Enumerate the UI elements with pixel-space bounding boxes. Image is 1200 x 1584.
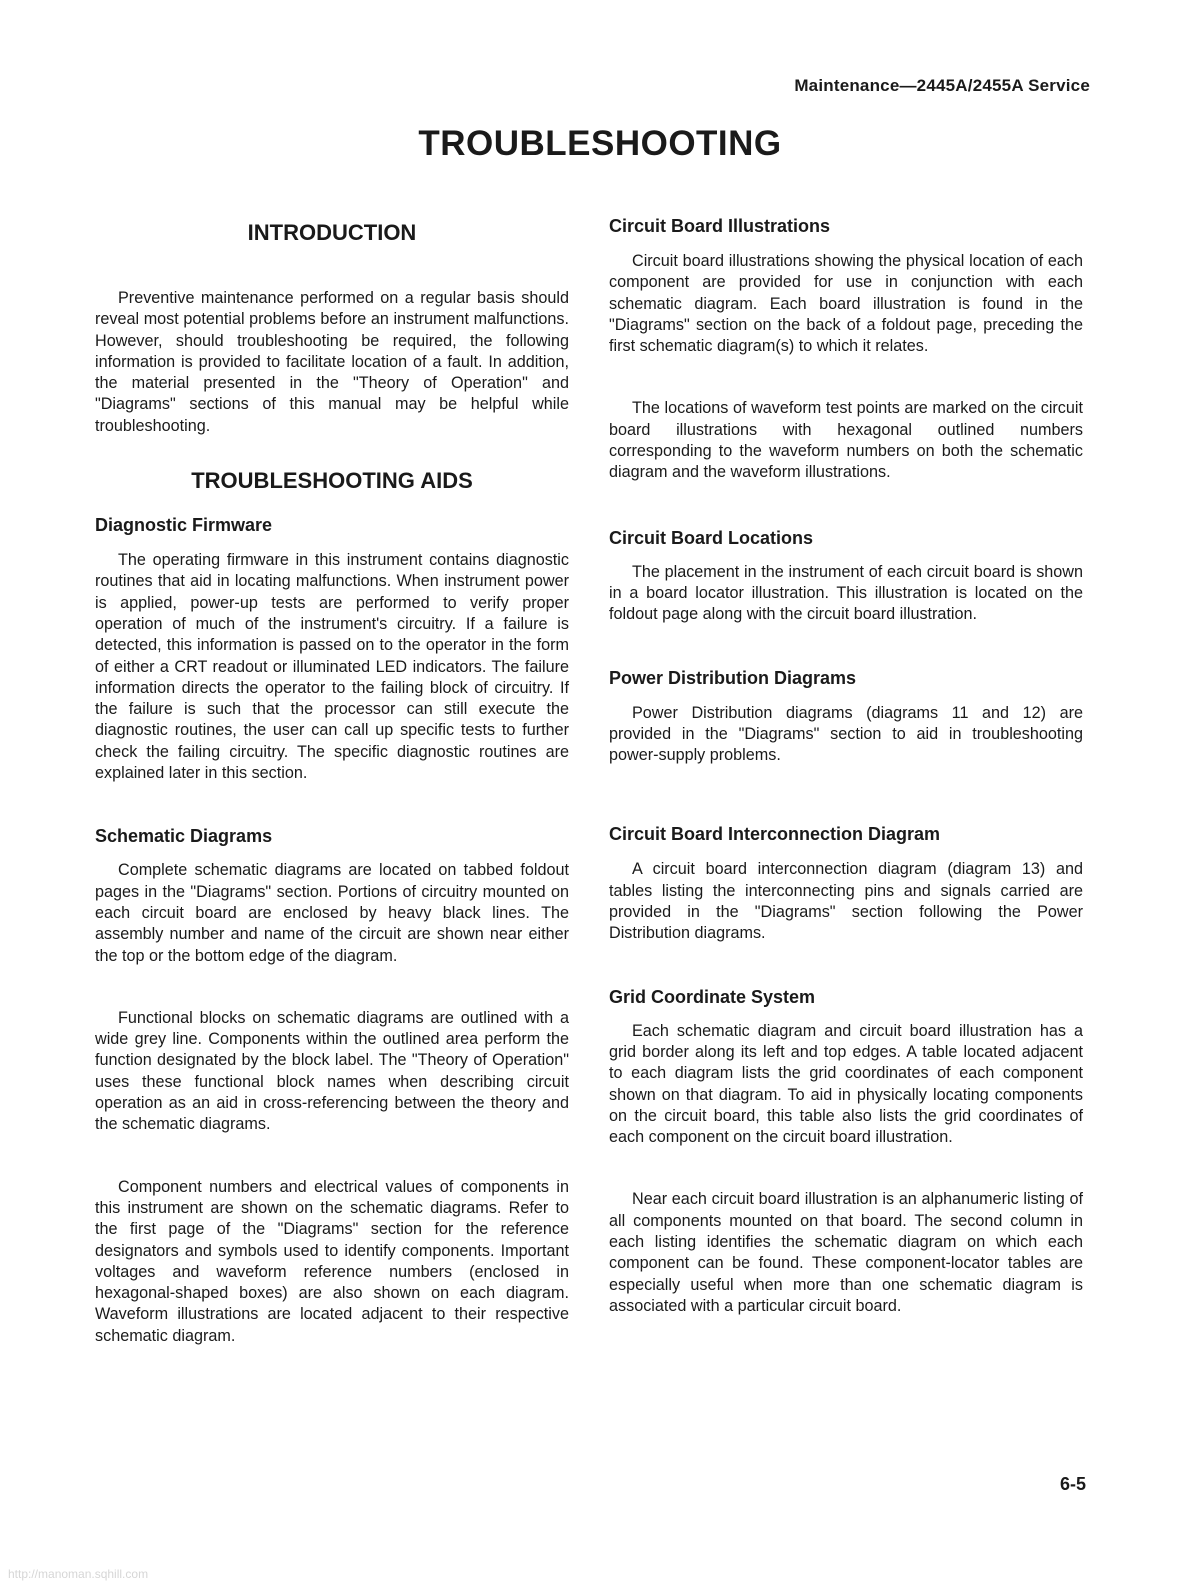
introduction-paragraph: Preventive maintenance performed on a regular basis should reveal most potential problems before an instrument malfunctions. However, should troubleshooting be required, the following information is provided to facilitate location of a fault. In addition, the material presented in the "Theory of Operation" and "Diagrams" sections of this manual may be helpful while troubleshooting. (95, 289, 569, 435)
power-distribution-heading: Power Distribution Diagrams (609, 667, 857, 688)
troubleshooting-aids-heading: TROUBLESHOOTING AIDS (191, 468, 473, 494)
left-column (95, 210, 569, 1347)
circuit-board-locations-heading: Circuit Board Locations (609, 527, 814, 548)
schematic-diagrams-paragraph-1: Complete schematic diagrams are located on tabbed foldout pages in the "Diagrams" section. Portions of circuitry mounted on each circuit board are enclosed by heavy black lines. The assembly number and name of the circuit are shown near either the top or the bottom edge of the diagram. (95, 861, 569, 965)
schematic-diagrams-paragraph-2: Functional blocks on schematic diagrams are outlined with a wide grey line. Components within the outlined area perform the function designated by the block label. The "Theory of Operation" uses these functional block names when describing circuit operation as an aid in cross-referencing between the theory and the schematic diagrams. (95, 1008, 569, 1134)
running-header: Maintenance—2445A/2455A Service (794, 76, 1090, 95)
grid-coordinate-paragraph-1: Each schematic diagram and circuit board illustration has a grid border along its left and top edges. A table located adjacent to each diagram lists the grid coordinates of each component shown on that diagram. To aid in physically locating components on the circuit board, this table also lists the grid coordinates of each component on the circuit board illustration. (609, 1021, 1083, 1147)
watermark-url: http://manoman.sqhill.com (8, 1567, 149, 1581)
circuit-board-locations-paragraph: The placement in the instrument of each circuit board is shown in a board locator illustration. This illustration is located on the foldout page along with the circuit board illustration. (609, 562, 1083, 624)
page-number: 6-5 (1059, 1474, 1086, 1494)
grid-coordinate-heading: Grid Coordinate System (609, 986, 816, 1007)
diagnostic-firmware-paragraph: The operating firmware in this instrument contains diagnostic routines that aid in locating malfunctions. When instrument power is applied, power-up tests are performed to verify proper operation of much of the instrument's circuitry. If a failure is detected, this information is passed on to the operator in the form of either a CRT readout or illuminated LED indicators. The failure information directs the operator to the failing block of circuitry. If the failure is such that the processor can still execute the diagnostic routines, the user can call up specific tests to further check the failing circuitry. The specific diagnostic routines are explained later in this section. (95, 551, 569, 783)
circuit-board-illustrations-paragraph-1: Circuit board illustrations showing the physical location of each component are provided for use in conjunction with each schematic diagram. Each board illustration is found in the "Diagrams" section on the back of a foldout page, preceding the first schematic diagram(s) to which it relates. (609, 252, 1083, 356)
interconnection-diagram-paragraph: A circuit board interconnection diagram (diagram 13) and tables listing the interconnecting pins and signals carried are provided in the "Diagrams" section following the Power Distribution diagrams. (609, 860, 1083, 943)
page-title: TROUBLESHOOTING (418, 124, 782, 163)
schematic-diagrams-paragraph-3: Component numbers and electrical values of components in this instrument are shown on the schematic diagrams. Refer to the first page of the "Diagrams" section for the reference designators and symbols used to identify components. Important voltages and waveform reference numbers (enclosed in hexagonal-shaped boxes) are also shown on each diagram. Waveform illustrations are located adjacent to their respective schematic diagram. (95, 1177, 569, 1345)
introduction-heading: INTRODUCTION (247, 220, 417, 245)
interconnection-diagram-heading: Circuit Board Interconnection Diagram (609, 824, 941, 845)
circuit-board-illustrations-heading: Circuit Board Illustrations (609, 216, 831, 236)
grid-coordinate-paragraph-2: Near each circuit board illustration is an alphanumeric listing of all components mounted on that board. The second column in each listing identifies the schematic diagram on which each component can be found. These component-locator tables are especially useful when more than one schematic diagram is associated with a particular circuit board. (609, 1190, 1083, 1315)
schematic-diagrams-heading: Schematic Diagrams (95, 826, 273, 847)
diagnostic-firmware-heading: Diagnostic Firmware (95, 515, 273, 536)
circuit-board-illustrations-paragraph-2: The locations of waveform test points are marked on the circuit board illustrations with hexagonal outlined numbers corresponding to the waveform numbers on both the schematic diagram and the waveform illustrations. (609, 399, 1083, 482)
right-column (609, 210, 1083, 1317)
power-distribution-paragraph: Power Distribution diagrams (diagrams 11 and 12) are provided in the "Diagrams" section to aid in troubleshooting power-supply problems. (609, 703, 1083, 765)
